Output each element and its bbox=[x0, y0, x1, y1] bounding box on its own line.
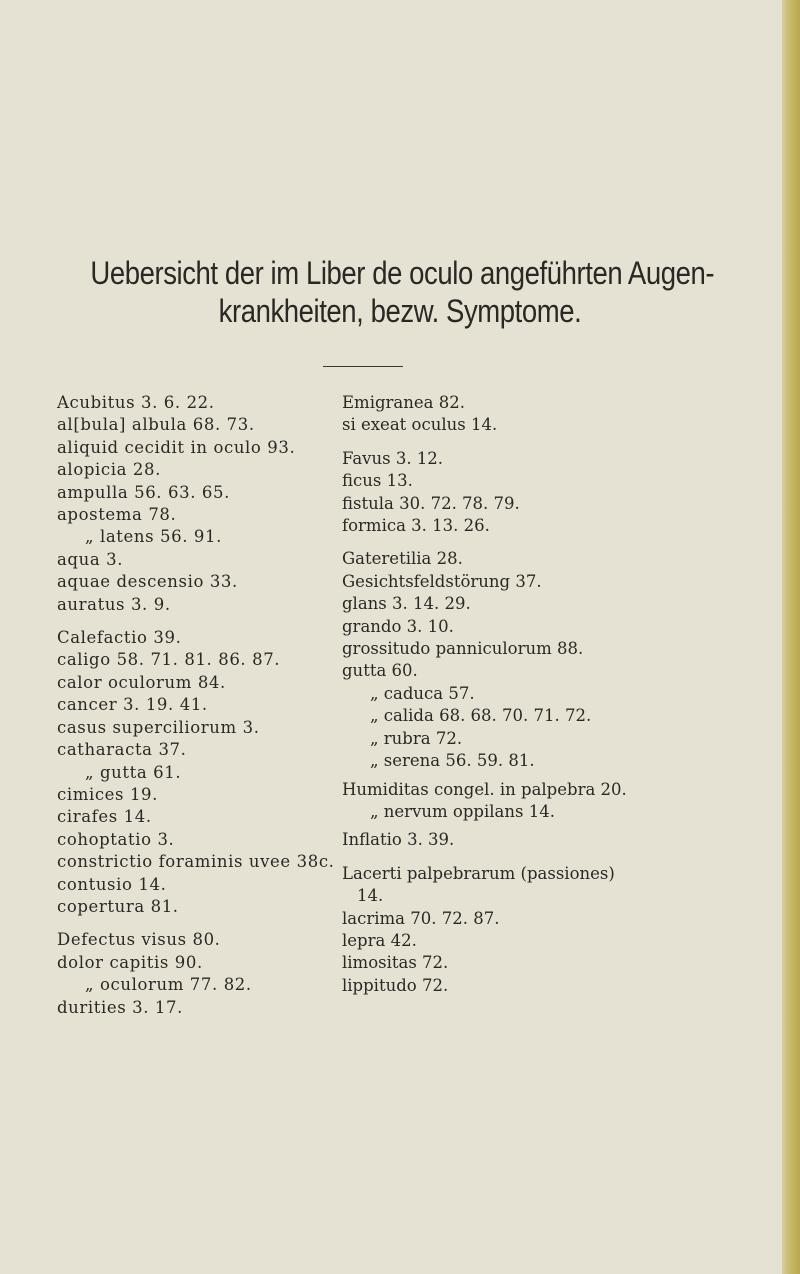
index-entry: Humiditas congel. in palpebra 20. bbox=[342, 779, 627, 799]
index-entry: apostema 78. bbox=[57, 505, 177, 525]
index-entry: catharacta 37. bbox=[57, 740, 187, 760]
index-entry: constrictio foraminis uvee 38c. bbox=[57, 852, 335, 872]
index-entry: caligo 58. 71. 81. 86. 87. bbox=[57, 650, 281, 670]
index-entry: Lacerti palpebrarum (passiones) bbox=[342, 863, 615, 883]
index-entry: grossitudo panniculorum 88. bbox=[342, 639, 584, 659]
index-entry: aquae descensio 33. bbox=[57, 572, 238, 592]
index-entry: Emigranea 82. bbox=[342, 393, 465, 412]
page-title bbox=[90, 254, 715, 330]
index-entry: copertura 81. bbox=[57, 896, 179, 916]
index-subentry: „ rubra 72. bbox=[370, 728, 463, 748]
index-subentry: „ calida 68. 68. 70. 71. 72. bbox=[370, 706, 592, 726]
index-entry: fistula 30. 72. 78. 79. bbox=[342, 493, 520, 513]
section-gap bbox=[342, 437, 627, 448]
index-entry: cancer 3. 19. 41. bbox=[57, 695, 208, 715]
index-subentry: „ latens 56. 91. bbox=[85, 527, 222, 547]
index-entry: durities 3. 17. bbox=[57, 997, 183, 1017]
index-entry: cimices 19. bbox=[57, 784, 158, 804]
section-gap bbox=[342, 852, 627, 863]
index-entry-continuation: 14. bbox=[357, 886, 384, 906]
index-entry: formica 3. 13. 26. bbox=[342, 516, 490, 536]
index-entry: auratus 3. 9. bbox=[57, 594, 171, 614]
index-entry: Gesichtsfeldstörung 37. bbox=[342, 571, 542, 591]
index-entry: grando 3. 10. bbox=[342, 616, 454, 636]
index-entry: ampulla 56. 63. 65. bbox=[57, 482, 230, 502]
index-entry: cohoptatio 3. bbox=[57, 829, 175, 849]
index-entry: ficus 13. bbox=[342, 471, 413, 491]
index-subentry: „ serena 56. 59. 81. bbox=[370, 751, 535, 771]
index-subentry: „ gutta 61. bbox=[85, 762, 182, 782]
index-entry: contusio 14. bbox=[57, 874, 167, 894]
index-column-left bbox=[57, 392, 335, 1019]
index-entry: Defectus visus 80. bbox=[57, 930, 221, 950]
index-entry: aqua 3. bbox=[57, 549, 124, 569]
index-subentry: „ oculorum 77. 82. bbox=[85, 975, 252, 995]
section-gap bbox=[57, 918, 335, 929]
index-subentry: „ caduca 57. bbox=[370, 683, 475, 703]
title-line-1: Uebersicht der im Liber de oculo angeführten Augen- bbox=[90, 255, 715, 291]
index-entry: lepra 42. bbox=[342, 930, 417, 950]
index-entry: Inflatio 3. 39. bbox=[342, 830, 455, 850]
index-entry: calor oculorum 84. bbox=[57, 672, 226, 692]
index-entry: aliquid cecidit in oculo 93. bbox=[57, 437, 296, 457]
index-entry: lippitudo 72. bbox=[342, 975, 449, 995]
index-entry: cirafes 14. bbox=[57, 807, 152, 827]
index-entry: casus superciliorum 3. bbox=[57, 717, 260, 737]
title-line-2: krankheiten, bezw. Symptome. bbox=[218, 293, 582, 329]
index-entry: alopicia 28. bbox=[57, 460, 161, 480]
index-entry: Favus 3. 12. bbox=[342, 448, 444, 468]
index-subentry: „ nervum oppilans 14. bbox=[370, 801, 555, 821]
index-entry: al[bula] albula 68. 73. bbox=[57, 415, 255, 435]
index-entry: glans 3. 14. 29. bbox=[342, 594, 471, 614]
title-divider bbox=[323, 366, 403, 367]
index-entry: Calefactio 39. bbox=[57, 628, 182, 648]
index-entry: gutta 60. bbox=[342, 661, 418, 681]
index-entry: Gateretilia 28. bbox=[342, 549, 463, 569]
section-gap bbox=[57, 616, 335, 627]
section-gap bbox=[342, 537, 627, 548]
index-column-right bbox=[342, 392, 627, 997]
index-entry: limositas 72. bbox=[342, 953, 449, 973]
index-entry: lacrima 70. 72. 87. bbox=[342, 908, 500, 928]
index-entry: Acubitus 3. 6. 22. bbox=[57, 393, 215, 412]
index-entry: si exeat oculus 14. bbox=[342, 415, 498, 435]
index-entry: dolor capitis 90. bbox=[57, 952, 203, 972]
page-edge bbox=[782, 0, 800, 1274]
